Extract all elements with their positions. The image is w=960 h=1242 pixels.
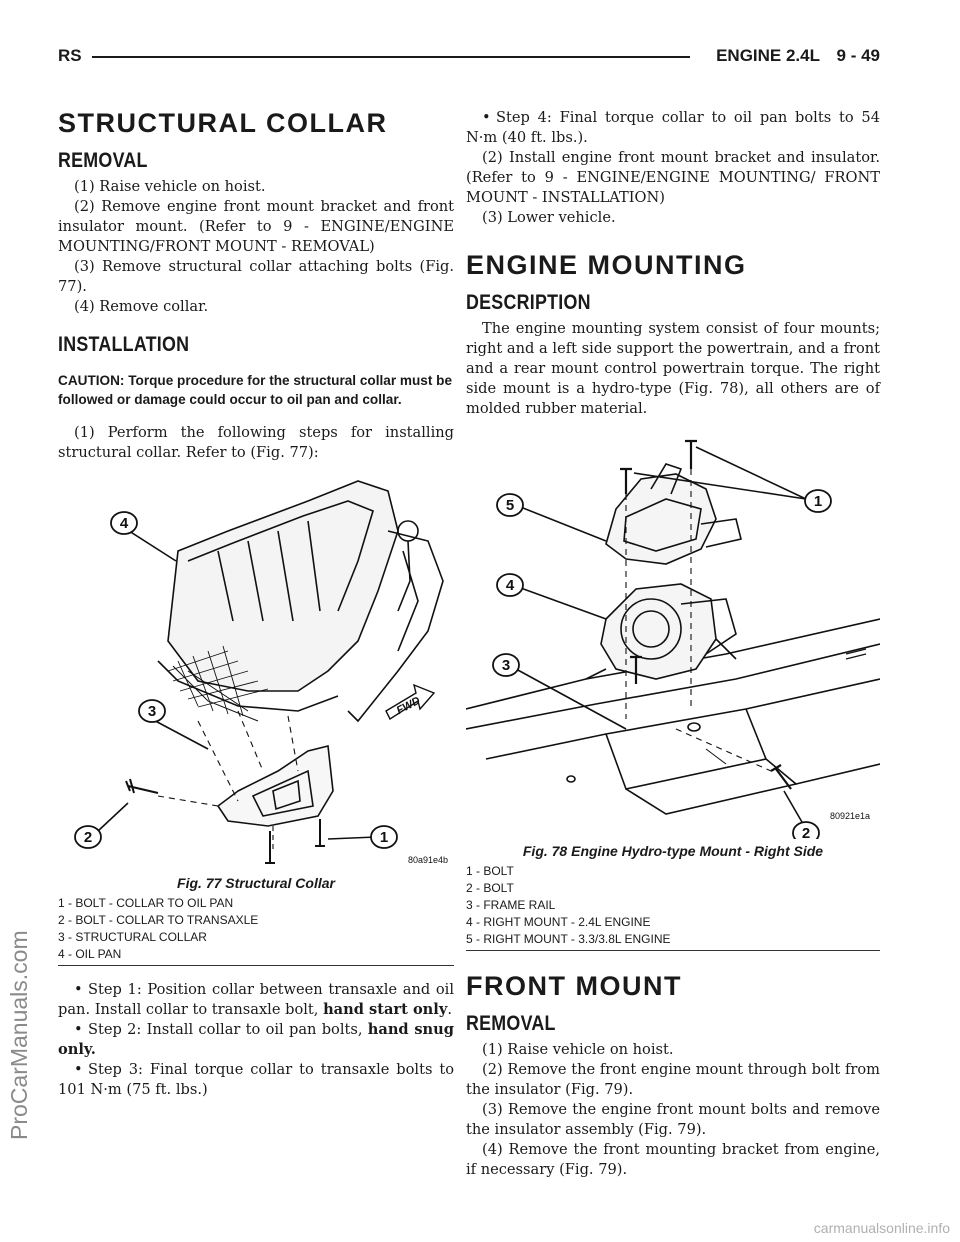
fig77-callout-1: 1 <box>379 829 389 846</box>
legend-item: 1 - BOLT <box>466 864 514 878</box>
subheading-description: DESCRIPTION <box>466 291 591 314</box>
figure-rule <box>58 965 454 966</box>
page-number: 9 - 49 <box>836 46 880 65</box>
removal-step: (4) Remove collar. <box>74 298 209 315</box>
install-step-bracket: (2) Install engine front mount bracket and insulator. (Refer to 9 - ENGINE/ENGINE MOUNTING/ FRONT MOUNT - INSTALLATION) <box>466 149 880 206</box>
forward-arrow-icon <box>386 685 434 719</box>
legend-item: 2 - BOLT <box>466 881 514 895</box>
fig77-callout-2: 2 <box>83 829 93 846</box>
install-steps <box>58 980 454 1100</box>
removal-step: (1) Raise vehicle on hoist. <box>74 178 266 195</box>
legend-item: 5 - RIGHT MOUNT - 3.3/3.8L ENGINE <box>466 932 671 946</box>
removal-step: (3) Remove the engine front mount bolts and remove the insulator assembly (Fig. 79). <box>466 1101 880 1138</box>
section-title-structural-collar: STRUCTURAL COLLAR <box>58 108 388 138</box>
fig78-callout-1: 1 <box>813 493 823 510</box>
caution-note: CAUTION: Torque procedure for the structural collar must be followed or damage could occur to oil pan and collar. <box>58 373 453 407</box>
fig78-caption: Fig. 78 Engine Hydro-type Mount - Right Side <box>522 843 824 859</box>
side-watermark: ProCarManuals.com <box>6 930 32 1140</box>
fig77-caption: Fig. 77 Structural Collar <box>177 875 335 891</box>
subheading-removal-front: REMOVAL <box>466 1012 556 1035</box>
install-step-1: • Step 1: Position collar between transaxle and oil pan. Install collar to transaxle bolt, hand start only. <box>58 981 454 1018</box>
bullet-icon: • <box>74 1021 83 1038</box>
fig78-legend <box>466 863 880 948</box>
description-text: The engine mounting system consist of four mounts; right and a left side support the powertrain, and a front and a rear mount control powertrain torque. The right side mount is a hydro-type (Fig. 78), all others are of molded rubber material. <box>466 320 880 417</box>
footer-watermark: carmanualsonline.info <box>813 1220 950 1236</box>
install-step-2: • Step 2: Install collar to oil pan bolts, hand snug only. <box>58 1021 454 1058</box>
removal-step: (3) Remove structural collar attaching bolts (Fig. 77). <box>58 258 454 295</box>
fig78-callout-2: 2 <box>801 825 811 839</box>
fig78-callout-3: 3 <box>501 657 511 674</box>
legend-item: 1 - BOLT - COLLAR TO OIL PAN <box>58 896 234 910</box>
removal-step: (4) Remove the front mounting bracket from engine, if necessary (Fig. 79). <box>466 1141 880 1178</box>
legend-item: 3 - STRUCTURAL COLLAR <box>58 930 207 944</box>
legend-item: 4 - RIGHT MOUNT - 2.4L ENGINE <box>466 915 651 929</box>
fig78-callout-4: 4 <box>505 577 515 594</box>
subheading-removal: REMOVAL <box>58 149 148 172</box>
header-section-code: RS <box>58 46 82 65</box>
hydro-mount-illustration <box>466 429 880 839</box>
removal-step: (2) Remove the front engine mount through bolt from the insulator (Fig. 79). <box>466 1061 880 1098</box>
fig77-legend <box>58 895 454 963</box>
install-step-3: • Step 3: Final torque collar to transaxle bolts to 101 N·m (75 ft. lbs.) <box>58 1061 454 1098</box>
fig77-callout-3: 3 <box>147 703 157 720</box>
fig78-code: 80921e1a <box>829 811 870 821</box>
header-rule <box>92 56 690 58</box>
structural-collar-illustration <box>58 471 454 871</box>
section-title-engine-mounting: ENGINE MOUNTING <box>466 250 747 280</box>
bullet-icon: • <box>482 109 491 126</box>
right-column <box>466 108 880 1180</box>
subheading-installation: INSTALLATION <box>58 333 190 356</box>
page-header <box>58 40 880 70</box>
install-step-lower: (3) Lower vehicle. <box>482 209 616 226</box>
removal-step: (1) Raise vehicle on hoist. <box>482 1041 674 1058</box>
section-title-front-mount: FRONT MOUNT <box>466 971 682 1001</box>
legend-item: 4 - OIL PAN <box>58 947 122 961</box>
left-column <box>58 108 454 1100</box>
fwd-label: FWD <box>394 694 423 718</box>
removal-step: (2) Remove engine front mount bracket and front insulator mount. (Refer to 9 - ENGINE/ENGINE MOUNTING/FRONT MOUNT - REMOVAL) <box>58 198 454 255</box>
bullet-icon: • <box>74 981 83 998</box>
legend-item: 3 - FRAME RAIL <box>466 898 556 912</box>
install-step-4: • Step 4: Final torque collar to oil pan bolts to 54 N·m (40 ft. lbs.). <box>466 109 880 146</box>
figure-rule <box>466 950 880 951</box>
install-intro: (1) Perform the following steps for installing structural collar. Refer to (Fig. 77): <box>58 424 454 461</box>
header-title: ENGINE 2.4L <box>716 46 820 65</box>
fig77-code: 80a91e4b <box>407 855 448 865</box>
legend-item: 2 - BOLT - COLLAR TO TRANSAXLE <box>58 913 259 927</box>
figure-77 <box>58 471 454 966</box>
bullet-icon: • <box>74 1061 83 1078</box>
fig78-callout-5: 5 <box>505 497 515 514</box>
figure-78 <box>466 429 880 951</box>
fig77-callout-4: 4 <box>119 515 129 532</box>
